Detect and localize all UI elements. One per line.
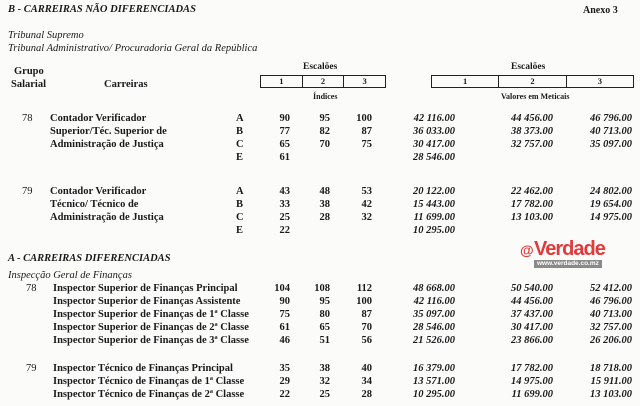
indice-value: 48 bbox=[319, 186, 330, 197]
grupo-header: Grupo bbox=[14, 66, 44, 77]
valor-meticais: 44 456.00 bbox=[511, 113, 553, 124]
escalao-1: 1 bbox=[432, 76, 499, 87]
section-a-subtitle: Inspecção Geral de Finanças bbox=[8, 270, 132, 281]
valor-meticais: 52 412.00 bbox=[590, 283, 632, 294]
indice-value: 34 bbox=[361, 376, 372, 387]
escalao-2: 2 bbox=[499, 76, 566, 87]
indice-value: 70 bbox=[319, 139, 330, 150]
indice-value: 77 bbox=[279, 126, 290, 137]
career-name: Inspector Superior de Finanças Principal bbox=[53, 283, 238, 294]
valor-meticais: 13 103.00 bbox=[590, 389, 632, 400]
escaloes-right-box bbox=[431, 75, 634, 88]
valor-meticais: 10 295.00 bbox=[413, 225, 455, 236]
escaloes-left-box bbox=[260, 75, 386, 88]
indice-value: 90 bbox=[279, 296, 290, 307]
indice-value: 108 bbox=[314, 283, 330, 294]
career-name-line: Contador Verificador bbox=[50, 113, 147, 124]
valor-meticais: 32 757.00 bbox=[590, 322, 632, 333]
valor-meticais: 42 116.00 bbox=[413, 296, 455, 307]
valor-meticais: 28 546.00 bbox=[413, 322, 455, 333]
valor-meticais: 44 456.00 bbox=[511, 296, 553, 307]
valor-meticais: 36 033.00 bbox=[413, 126, 455, 137]
valor-meticais: 37 437.00 bbox=[511, 309, 553, 320]
career-name: Inspector Técnico de Finanças de 1ª Classe bbox=[53, 376, 245, 387]
valores-header: Valores em Meticais bbox=[501, 92, 570, 101]
watermark-url: www.verdade.co.mz bbox=[534, 260, 602, 268]
valor-meticais: 21 526.00 bbox=[413, 335, 455, 346]
career-name: Inspector Superior de Finanças de 2ª Classe bbox=[53, 322, 249, 333]
verdade-watermark bbox=[520, 238, 630, 270]
escalao-1: 1 bbox=[261, 76, 303, 87]
annex-label: Anexo 3 bbox=[583, 5, 618, 16]
career-name-line: Técnico/ Técnico de bbox=[50, 199, 139, 210]
valor-meticais: 32 757.00 bbox=[511, 139, 553, 150]
valor-meticais: 22 462.00 bbox=[511, 186, 553, 197]
valor-meticais: 48 668.00 bbox=[413, 283, 455, 294]
career-name-line: Administração de Justiça bbox=[50, 212, 164, 223]
class-letter: B bbox=[236, 126, 244, 137]
valor-meticais: 14 975.00 bbox=[590, 212, 632, 223]
indice-value: 100 bbox=[356, 296, 372, 307]
indice-value: 43 bbox=[279, 186, 290, 197]
indice-value: 87 bbox=[361, 309, 372, 320]
indice-value: 51 bbox=[319, 335, 330, 346]
valor-meticais: 15 911.00 bbox=[590, 376, 632, 387]
grupo-salarial: 78 bbox=[22, 113, 33, 124]
escalao-3: 3 bbox=[597, 76, 602, 86]
valor-meticais: 13 571.00 bbox=[413, 376, 455, 387]
valor-meticais: 13 103.00 bbox=[511, 212, 553, 223]
indice-value: 95 bbox=[319, 113, 330, 124]
indice-value: 42 bbox=[361, 199, 372, 210]
valor-meticais: 38 373.00 bbox=[511, 126, 553, 137]
valor-meticais: 28 546.00 bbox=[413, 152, 455, 163]
valor-meticais: 24 802.00 bbox=[590, 186, 632, 197]
valor-meticais: 23 866.00 bbox=[511, 335, 553, 346]
indice-value: 56 bbox=[361, 335, 372, 346]
valor-meticais: 17 782.00 bbox=[511, 363, 553, 374]
at-sign-logo-icon: @ bbox=[520, 242, 534, 258]
indice-value: 112 bbox=[356, 283, 372, 294]
class-letter: C bbox=[236, 139, 244, 150]
indice-value: 104 bbox=[274, 283, 290, 294]
escaloes-right-header: Escalões bbox=[511, 62, 546, 72]
watermark-logo-text: Verdade bbox=[534, 238, 605, 260]
valor-meticais: 14 975.00 bbox=[511, 376, 553, 387]
career-name-line: Contador Verificador bbox=[50, 186, 147, 197]
indice-value: 90 bbox=[279, 113, 290, 124]
career-name-line: Administração de Justiça bbox=[50, 139, 164, 150]
indice-value: 25 bbox=[279, 212, 290, 223]
career-name: Inspector Superior de Finanças de 3ª Classe bbox=[53, 335, 249, 346]
indice-value: 33 bbox=[279, 199, 290, 210]
escalao-3: 3 bbox=[362, 76, 367, 86]
grupo-salarial: 79 bbox=[22, 186, 33, 197]
indice-value: 61 bbox=[279, 152, 290, 163]
valor-meticais: 15 443.00 bbox=[413, 199, 455, 210]
escalao-2: 2 bbox=[303, 76, 345, 87]
subtitle-tribunal-supremo: Tribunal Supremo bbox=[8, 30, 84, 41]
indice-value: 38 bbox=[319, 363, 330, 374]
salarial-header: Salarial bbox=[11, 79, 47, 90]
indice-value: 65 bbox=[319, 322, 330, 333]
career-name: Inspector Superior de Finanças de 1ª Classe bbox=[53, 309, 249, 320]
indice-value: 80 bbox=[319, 309, 330, 320]
section-b-title: B - CARREIRAS NÃO DIFERENCIADAS bbox=[8, 4, 196, 15]
indice-value: 29 bbox=[279, 376, 290, 387]
career-name: Inspector Técnico de Finanças de 2ª Classe bbox=[53, 389, 245, 400]
valor-meticais: 46 796.00 bbox=[590, 113, 632, 124]
indice-value: 53 bbox=[361, 186, 372, 197]
valor-meticais: 20 122.00 bbox=[413, 186, 455, 197]
indice-value: 95 bbox=[319, 296, 330, 307]
indice-value: 28 bbox=[319, 212, 330, 223]
valor-meticais: 10 295.00 bbox=[413, 389, 455, 400]
indice-value: 100 bbox=[356, 113, 372, 124]
class-letter: A bbox=[236, 113, 244, 124]
escaloes-left-header: Escalões bbox=[303, 62, 338, 72]
indice-value: 22 bbox=[279, 389, 290, 400]
valor-meticais: 16 379.00 bbox=[413, 363, 455, 374]
indices-header: Índices bbox=[313, 92, 338, 101]
indice-value: 75 bbox=[279, 309, 290, 320]
class-letter: B bbox=[236, 199, 244, 210]
indice-value: 65 bbox=[279, 139, 290, 150]
indice-value: 38 bbox=[319, 199, 330, 210]
valor-meticais: 30 417.00 bbox=[511, 322, 553, 333]
grupo-salarial: 78 bbox=[26, 283, 37, 294]
class-letter: E bbox=[236, 152, 244, 163]
valor-meticais: 40 713.00 bbox=[590, 126, 632, 137]
class-letter: C bbox=[236, 212, 244, 223]
indice-value: 87 bbox=[361, 126, 372, 137]
valor-meticais: 11 699.00 bbox=[511, 389, 553, 400]
career-name-line: Superior/Téc. Superior de bbox=[50, 126, 167, 137]
valor-meticais: 19 654.00 bbox=[590, 199, 632, 210]
valor-meticais: 46 796.00 bbox=[590, 296, 632, 307]
class-letter: E bbox=[236, 225, 244, 236]
indice-value: 22 bbox=[279, 225, 290, 236]
valor-meticais: 30 417.00 bbox=[413, 139, 455, 150]
class-letter: A bbox=[236, 186, 244, 197]
valor-meticais: 50 540.00 bbox=[511, 283, 553, 294]
valor-meticais: 40 713.00 bbox=[590, 309, 632, 320]
career-name: Inspector Superior de Finanças Assistente bbox=[53, 296, 241, 307]
indice-value: 35 bbox=[279, 363, 290, 374]
valor-meticais: 18 718.00 bbox=[590, 363, 632, 374]
indice-value: 28 bbox=[361, 389, 372, 400]
valor-meticais: 42 116.00 bbox=[413, 113, 455, 124]
valor-meticais: 35 097.00 bbox=[590, 139, 632, 150]
valor-meticais: 11 699.00 bbox=[413, 212, 455, 223]
career-name: Inspector Técnico de Finanças Principal bbox=[53, 363, 233, 374]
indice-value: 46 bbox=[279, 335, 290, 346]
indice-value: 61 bbox=[279, 322, 290, 333]
section-a-title: A - CARREIRAS DIFERENCIADAS bbox=[8, 253, 171, 264]
indice-value: 32 bbox=[361, 212, 372, 223]
carreiras-header: Carreiras bbox=[104, 79, 148, 90]
indice-value: 32 bbox=[319, 376, 330, 387]
indice-value: 75 bbox=[361, 139, 372, 150]
indice-value: 82 bbox=[319, 126, 330, 137]
indice-value: 70 bbox=[361, 322, 372, 333]
subtitle-tribunal-administrativo: Tribunal Administrativo/ Procuradoria Geral da República bbox=[8, 43, 258, 54]
valor-meticais: 17 782.00 bbox=[511, 199, 553, 210]
indice-value: 25 bbox=[319, 389, 330, 400]
grupo-salarial: 79 bbox=[26, 363, 37, 374]
valor-meticais: 26 206.00 bbox=[590, 335, 632, 346]
indice-value: 40 bbox=[361, 363, 372, 374]
valor-meticais: 35 097.00 bbox=[413, 309, 455, 320]
